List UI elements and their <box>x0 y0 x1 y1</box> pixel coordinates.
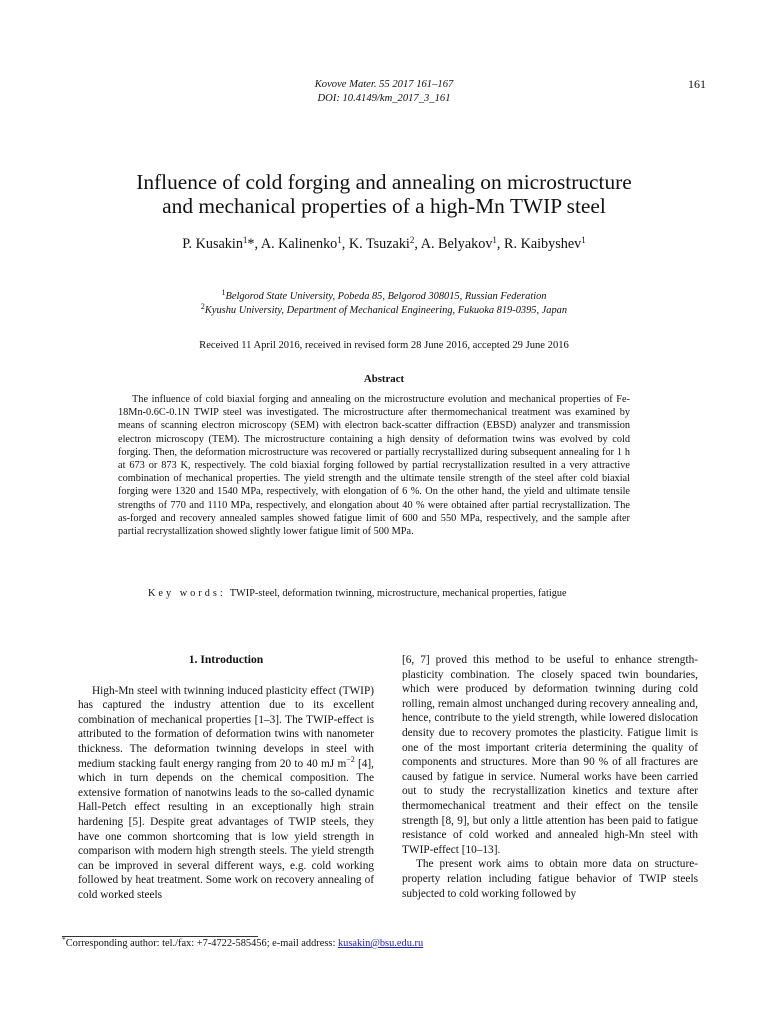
left-column <box>78 653 374 903</box>
doi-line: DOI: 10.4149/km_2017_3_161 <box>317 92 451 104</box>
paragraph: High-Mn steel with twinning induced plasticity effect (TWIP) has captured the industry attention due to its excellent combination of mechanical properties [1–3]. The TWIP-effect is attributed to the formation of deformation twins with nanometer thickness. The deformation twinning develops in steel with medium stacking fault energy ranging from 20 to 40 mJ $m^{-2}$ [4], which in turn depends on the chemical composition. The extensive formation of nanotwins leads to the so-called dynamic Hall-Petch effect resulting in an exceptionally high strain hardening [5]. Despite great advantages of TWIP steels, they have one common shortcoming that is low yield strength in comparison with modern high strength steels. The yield strength can be improved in several different ways, e.g. cold working followed by heat treatment. Some work on recovery annealing of cold worked steels <box>78 684 374 901</box>
email-link[interactable]: kusakin@bsu.edu.ru <box>337 938 424 949</box>
abstract-body <box>118 393 630 538</box>
abstract-text: The influence of cold biaxial forging and annealing on the microstructure evolution and mechanical properties of Fe-18Mn-0.6C-0.1N TWIP steel was investigated. The microstructure after thermomechanical treatment was examined by means of scanning electron microscopy (SEM) with electron back-scatter diffraction (EBSD) analyzer and transmission electron microscopy (TEM). The microstructure containing a high density of deformation twins was evolved by cold forging. Then, the deformation microstructure was recovered or partially recrystallized during subsequent annealing for 1 h at 673 or 873 K, respectively. The cold biaxial forging followed by partial recrystallization resulted in a very attractive combination of mechanical properties. The yield strength and the ultimate tensile strength of the steel after cold biaxial forging were 1320 and 1540 MPa, respectively, with elongation of 6 %. On the other hand, the yield and ultimate tensile strengths of 770 and 1110 MPa, respectively, and elongation about 40 % were obtained after partial recrystallization. The as-forged and recovery annealed samples showed fatigue limit of 600 and 550 MPa, respectively, and the sample after partial recrystallization showed slightly lower fatigue limit of 500 MPa. <box>118 394 630 538</box>
author: K. Tsuzaki$^2$, <box>348 235 421 252</box>
abstract-heading: Abstract <box>363 373 405 385</box>
keywords <box>148 587 630 600</box>
author-list <box>70 236 698 253</box>
affiliation-1: $^1$Belgorod State University, Pobeda 85, Belgorod 308015, Russian Federation <box>221 288 547 302</box>
journal-citation: Kovove Mater. 55 2017 161–167 <box>314 79 454 90</box>
footnote-divider <box>62 936 258 937</box>
title-line-1: Influence of cold forging and annealing on microstructure <box>136 170 632 194</box>
section-heading: 1. Introduction <box>188 653 264 666</box>
keywords-label: Key words: <box>148 588 226 599</box>
article-title <box>70 171 698 218</box>
author: R. Kaibyshev$^1$ <box>504 235 586 252</box>
affiliation-2: $^2$Kyushu University, Department of Mechanical Engineering, Fukuoka 819-0395, Japan <box>200 301 568 316</box>
received-dates: Received 11 April 2016, received in revised form 28 June 2016, accepted 29 June 2016 <box>199 340 569 351</box>
corresponding-author-footnote: *Corresponding author: tel./fax: +7-4722-585456; e-mail address: kusakin@bsu.edu.ru <box>62 935 424 949</box>
page-number: 161 <box>688 77 706 91</box>
paragraph-continued: [6, 7] proved this method to be useful to enhance strength-plasticity combination. The closely spaced twin boundaries, which were produced by deformation twinning during cold rolling, remain almost unchanged during recovery annealing and, hence, contribute to the yield strength, while lowered dislocation density due to recovery promotes the plasticity. Fatigue limit is one of the most important criteria determining the quality of components and structures. More than 90 % of all fractures are caused by fatigue in service. Numeral works have been carried out to study the recrystallization kinetics and texture after thermomechanical treatment and their effect on the tensile strength [8, 9], but only a little attention has been paid to fatigue resistance of cold worked and annealed high-Mn steel with TWIP-effect [10–13]. <box>402 654 698 856</box>
author: A. Kalinenko$^1$, <box>260 235 349 252</box>
right-column <box>402 653 698 901</box>
paragraph: The present work aims to obtain more data on structure-property relation including fatigue behavior of TWIP steels subjected to cold working followed by <box>402 858 698 900</box>
author: P. Kusakin$^1$*, <box>182 235 261 252</box>
affiliations <box>70 290 698 317</box>
title-line-2: and mechanical properties of a high-Mn TWIP steel <box>162 193 606 218</box>
journal-header <box>0 78 768 105</box>
author: A. Belyakov$^1$, <box>420 235 505 252</box>
keywords-text: TWIP-steel, deformation twinning, microstructure, mechanical properties, fatigue <box>229 588 567 599</box>
